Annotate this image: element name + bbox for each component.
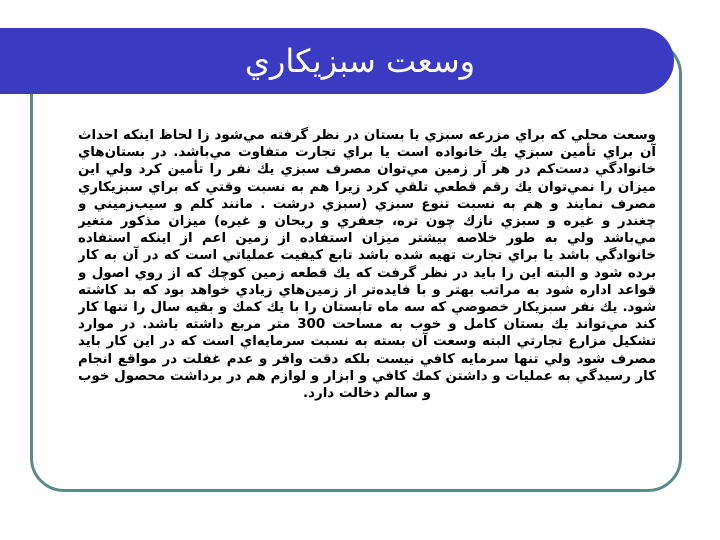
slide-body-text: وسعت محلي كه براي مزرعه سبزي يا بستان در نظر گرفته مي‌شود زا لحاظ اينكه احداث آن براي تأمين سبزي يك خانواده است يا براي تجارت متفاوت مي‌باشد. در بستان‌هاي خانوادگي دست‌كم در هر آر زمين مي‌توان مصرف سبزي يك نفر را تأمين كرد ولي اين ميزان را نمي‌توان يك رقم قطعي تلقي كرد زيرا هم به نسبت وقتي كه براي سبزيكاري مصرف نمايند و هم به نسبت تنوع سبزي (سبزي درشت . مانند كلم و سيب‌زميني و چغندر و غيره و سبزي نازك چون تره، جعفري و ريحان و غيره) ميزان مذكور متغير مي‌باشد ولي به طور خلاصه بيشتر ميزان استفاده از زمين اعم از اينكه استفاده خانوادگي باشد يا براي تجارت تهيه شده باشد تابع كيفيت عملياتي است كه در آن به كار برده شود و البته اين را بايد در نظر گرفت كه يك قطعه زمين كوچك كه از روي اصول و قواعد اداره شود به مراتب بهتر و با فايده‌تر از زمين‌هاي زيادي خواهد بود كه بد كاشته شود. يك نفر سبزيكار خصوصي كه سه ماه تابستان را با يك كمك و بقيه سال را تنها كار كند مي‌تواند يك بستان كامل و خوب به مساحت 300 متر مربع داشته باشد. در موارد تشكيل مزارع تجارتي البته وسعت آن بسته به نسبت سرمايه‌اي است كه در اين كار بايد مصرف شود ولي تنها سرمايه كافي نيست بلكه دقت وافر و عدم غفلت در مواقع انجام كار رسيدگي به عمليات و داشتن كمك كافي و ابزار و لوازم هم در برداشت محصول خوب و سالم دخالت دارد.: [78, 128, 656, 402]
slide-title: وسعت سبزيكاري: [244, 42, 476, 80]
